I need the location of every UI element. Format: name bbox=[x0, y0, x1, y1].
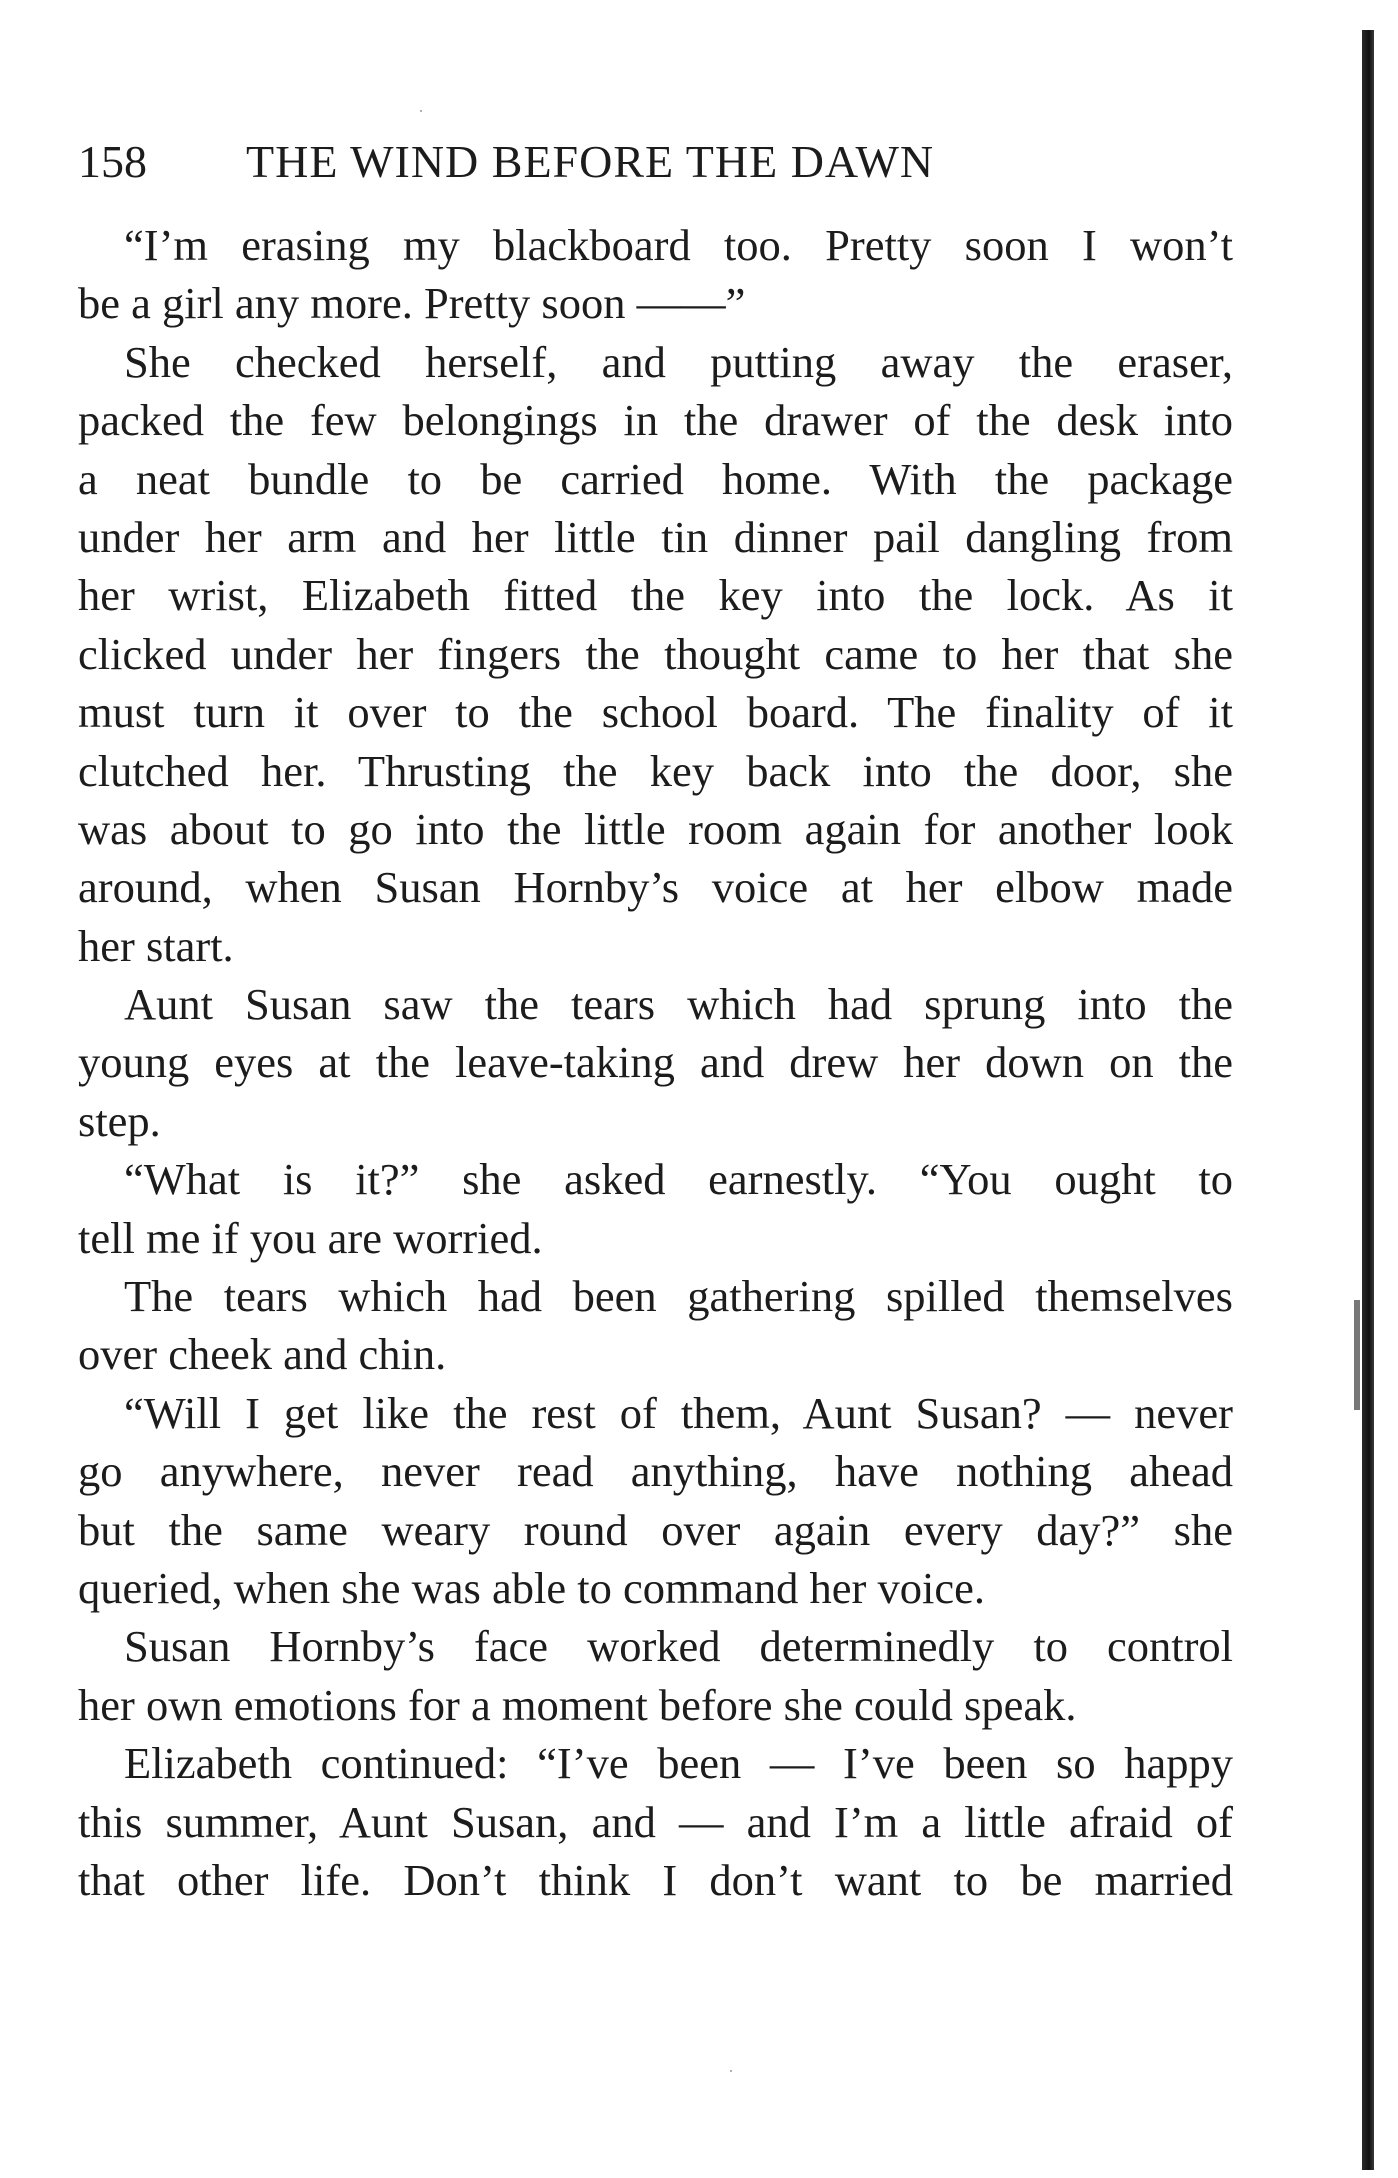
text-line: Aunt Susan saw the tears which had sprung into the bbox=[124, 979, 1233, 1030]
text-line: Elizabeth continued: “I’ve been — I’ve been so happy bbox=[124, 1738, 1233, 1789]
text-line: tell me if you are worried. bbox=[78, 1212, 543, 1263]
text-line: step. bbox=[78, 1095, 161, 1146]
text-line: go anywhere, never read anything, have nothing ahead bbox=[78, 1446, 1233, 1497]
text-line: must turn it over to the school board. The finality of it bbox=[78, 687, 1233, 738]
text-line: her wrist, Elizabeth fitted the key into the lock. As it bbox=[78, 570, 1233, 621]
text-line: this summer, Aunt Susan, and — and I’m a little afraid of bbox=[78, 1796, 1233, 1847]
text-line: Susan Hornby’s face worked determinedly to control bbox=[124, 1621, 1233, 1672]
text-line: but the same weary round over again every day?” she bbox=[78, 1504, 1233, 1555]
text-line: around, when Susan Hornby’s voice at her elbow made bbox=[78, 862, 1233, 913]
text-line: be a girl any more. Pretty soon ——” bbox=[78, 278, 746, 329]
text-line: packed the few belongings in the drawer of the desk into bbox=[78, 395, 1233, 446]
text-line: her own emotions for a moment before she could speak. bbox=[78, 1679, 1077, 1730]
paper-speck bbox=[420, 110, 422, 112]
text-line: clicked under her fingers the thought came to her that she bbox=[78, 628, 1233, 679]
text-line: The tears which had been gathering spilled themselves bbox=[124, 1271, 1233, 1322]
text-line: under her arm and her little tin dinner pail dangling from bbox=[78, 511, 1233, 562]
text-line: “I’m erasing my blackboard too. Pretty soon I won’t bbox=[124, 220, 1233, 270]
body-text bbox=[78, 216, 1233, 1909]
text-line: queried, when she was able to command her voice. bbox=[78, 1562, 985, 1613]
text-line: her start. bbox=[78, 920, 234, 971]
paper-speck bbox=[730, 2070, 732, 2072]
page-header bbox=[78, 132, 1233, 192]
page-number: 158 bbox=[78, 136, 147, 187]
text-line: “Will I get like the rest of them, Aunt Susan? — never bbox=[124, 1387, 1233, 1438]
text-line: clutched her. Thrusting the key back into the door, she bbox=[78, 745, 1233, 796]
text-line: was about to go into the little room again for another look bbox=[78, 803, 1233, 854]
text-line: “What is it?” she asked earnestly. “You ought to bbox=[124, 1154, 1233, 1205]
running-title: THE WIND BEFORE THE DAWN bbox=[246, 136, 935, 187]
binding-edge bbox=[1362, 30, 1374, 2170]
text-line: that other life. Don’t think I don’t want to be married bbox=[78, 1854, 1233, 1905]
text-line: over cheek and chin. bbox=[78, 1329, 447, 1380]
text-line: a neat bundle to be carried home. With the package bbox=[78, 453, 1233, 504]
text-line: young eyes at the leave-taking and drew her down on the bbox=[78, 1037, 1233, 1088]
text-line: She checked herself, and putting away the eraser, bbox=[124, 336, 1233, 387]
